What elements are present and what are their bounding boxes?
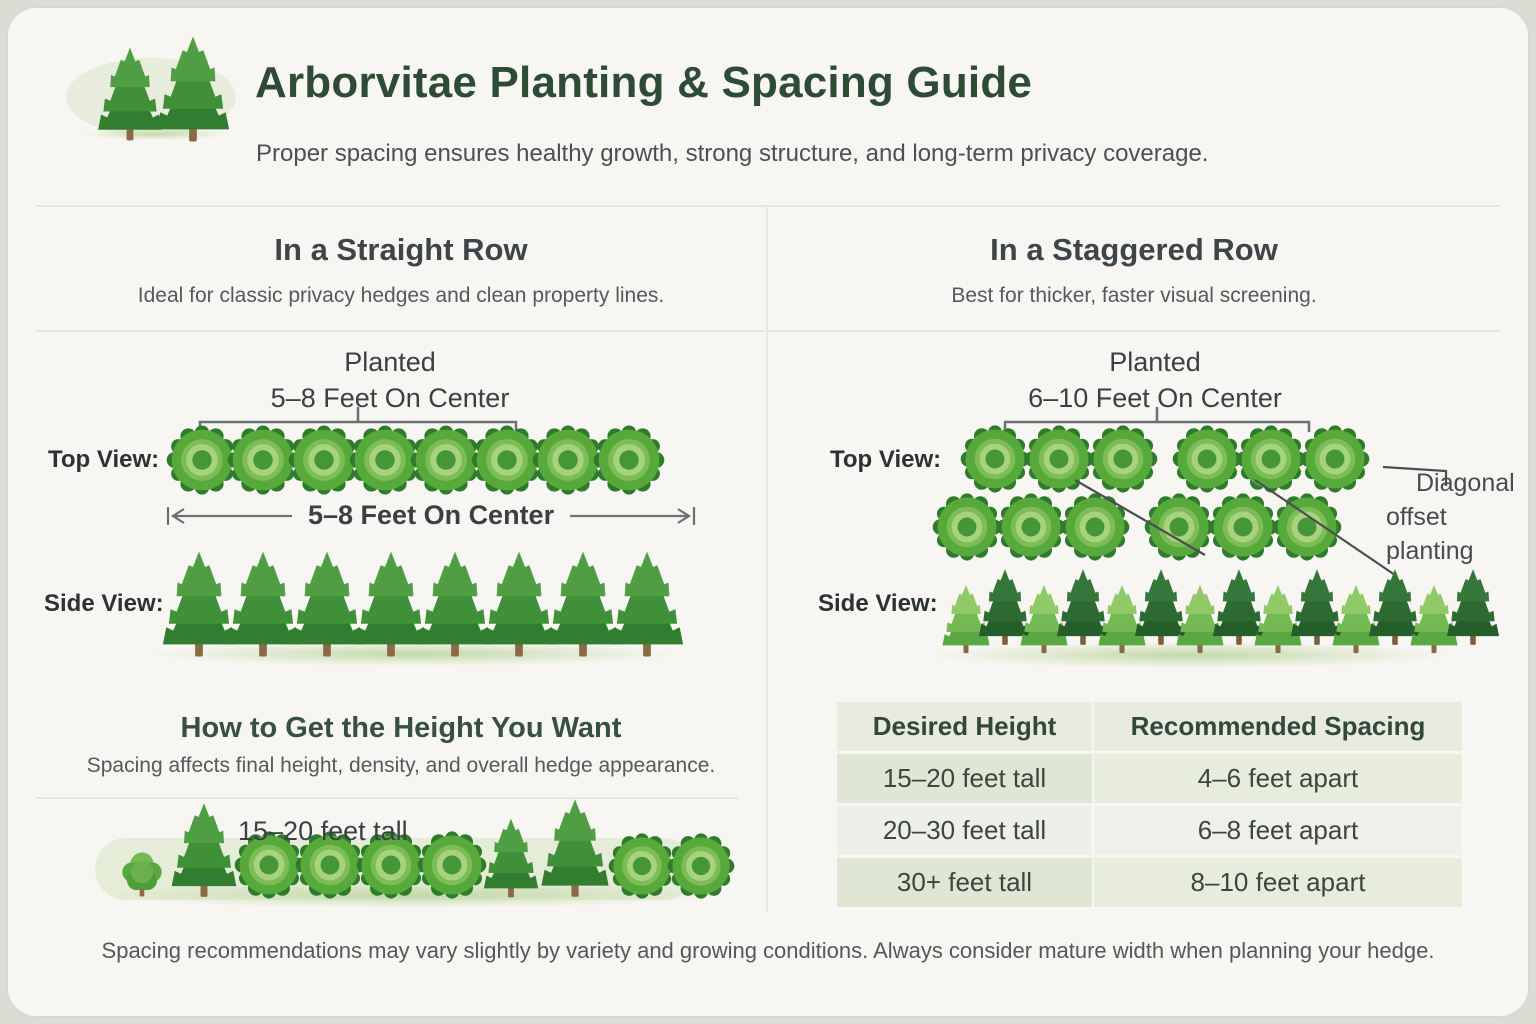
staggered-row-subheading: Best for thicker, faster visual screening. <box>951 284 1317 307</box>
tree-pair <box>1094 548 1172 666</box>
staggered-row-heading: In a Staggered Row <box>990 232 1278 267</box>
tree-pair <box>1172 548 1250 666</box>
page-subtitle: Proper spacing ensures healthy growth, strong structure, and long-term privacy coverage. <box>256 140 1209 167</box>
straight-spacing-arrow <box>166 500 696 531</box>
section-divider <box>36 330 1500 332</box>
table-row <box>837 806 1462 855</box>
bush-top-icon <box>667 832 735 900</box>
table-cell-spacing: 4–6 feet apart <box>1094 754 1462 803</box>
tree-pair <box>1328 548 1406 666</box>
staggered-top-view-label: Top View: <box>830 446 942 473</box>
shrub-icon <box>112 842 172 900</box>
evergreen-tree-icon <box>534 796 616 900</box>
straight-side-view-tree-row <box>156 548 668 660</box>
straight-spacing-arrow-label: 5–8 Feet On Center <box>308 500 555 530</box>
height-section-subheading: Spacing affects final height, density, and overall hedge appearance. <box>86 754 716 777</box>
table-header-recommended-spacing: Recommended Spacing <box>1094 702 1462 751</box>
left-column-divider <box>36 797 738 799</box>
straight-top-view-label: Top View: <box>48 446 160 473</box>
staggered-planted-label: Planted 6–10 Feet On Center <box>1028 347 1282 413</box>
table-header-row <box>837 702 1462 751</box>
evergreen-tree-icon <box>164 800 244 900</box>
staggered-side-view-label: Side View: <box>818 590 938 617</box>
diagonal-offset-annotation: Diagonal offset planting <box>1386 469 1515 565</box>
header-divider <box>36 205 1500 207</box>
table-row <box>837 754 1462 803</box>
table-row <box>837 858 1462 907</box>
tree-pair <box>1250 548 1328 666</box>
evergreen-tree-icon <box>604 548 690 660</box>
height-section-heading: How to Get the Height You Want <box>180 712 622 744</box>
column-divider <box>766 206 768 912</box>
arborvitae-tree-icon <box>150 32 236 146</box>
height-illustration <box>112 800 735 900</box>
bush-top-icon <box>608 832 676 900</box>
tree-pair <box>938 548 1016 666</box>
straight-top-view-bush-row <box>166 424 654 496</box>
evergreen-tree-dark-icon <box>1442 548 1504 666</box>
height-illustration-label: 15–20 feet tall <box>238 816 408 846</box>
table-cell-height: 15–20 feet tall <box>837 754 1094 803</box>
table-cell-spacing: 8–10 feet apart <box>1094 858 1462 907</box>
spacing-table <box>837 702 1462 910</box>
left-arrow-icon <box>166 505 294 527</box>
page-title: Arborvitae Planting & Spacing Guide <box>255 58 1033 107</box>
table-header-desired-height: Desired Height <box>837 702 1094 751</box>
footer-note: Spacing recommendations may vary slightly by variety and growing conditions. Always consider mature width when planning your hedge. <box>101 938 1435 963</box>
bush-top-icon <box>593 424 665 496</box>
bush-top-icon <box>417 830 487 900</box>
staggered-side-view-tree-row <box>938 548 1484 666</box>
straight-row-heading: In a Straight Row <box>274 232 528 267</box>
tree-pair <box>1016 548 1094 666</box>
table-cell-height: 20–30 feet tall <box>837 806 1094 855</box>
straight-row-subheading: Ideal for classic privacy hedges and clean property lines. <box>137 284 665 307</box>
tree-pair <box>1406 548 1484 666</box>
table-cell-spacing: 6–8 feet apart <box>1094 806 1462 855</box>
straight-planted-label: Planted 5–8 Feet On Center <box>270 347 510 413</box>
straight-side-view-label: Side View: <box>44 590 164 617</box>
right-arrow-icon <box>568 505 696 527</box>
table-cell-height: 30+ feet tall <box>837 858 1094 907</box>
